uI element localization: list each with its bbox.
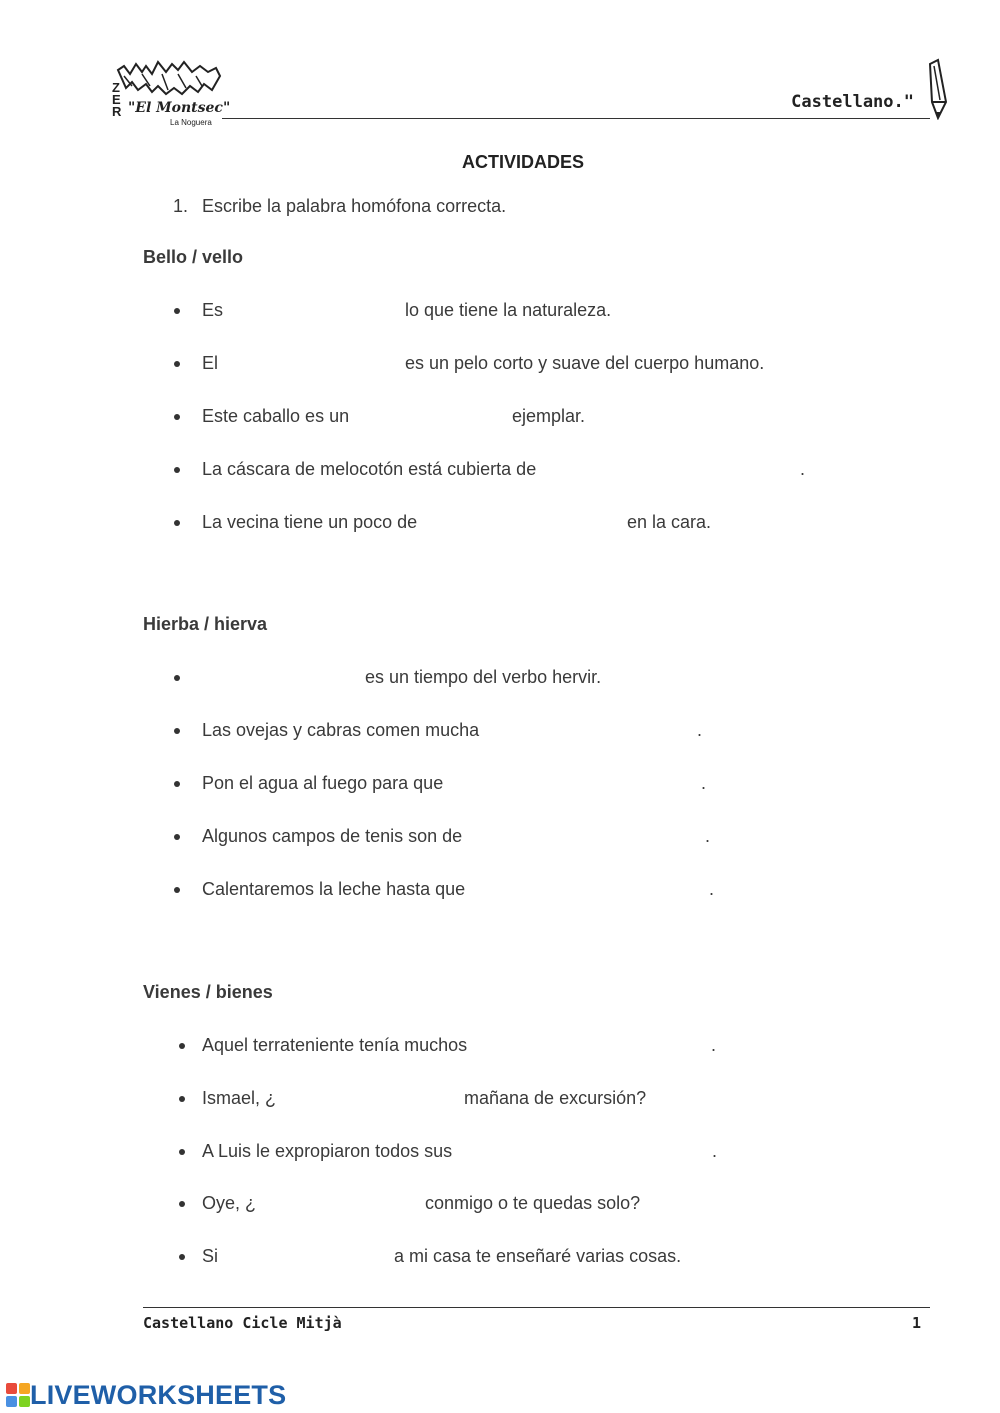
- list-item-continuation: .: [697, 720, 703, 740]
- bullet: [174, 361, 180, 367]
- bullet: [174, 887, 180, 893]
- section-heading-hierba-hierva: Hierba / hierva: [143, 614, 268, 634]
- section-heading-vienes-bienes: Vienes / bienes: [143, 982, 273, 1002]
- answer-blank[interactable]: [448, 508, 623, 538]
- page-title: ACTIVIDADES: [461, 152, 584, 172]
- list-item-continuation: conmigo o te quedas solo?: [425, 1193, 641, 1213]
- list-item-continuation: .: [800, 459, 806, 479]
- bullet: [174, 520, 180, 526]
- footer-course: Castellano Cicle Mitjà: [143, 1314, 342, 1332]
- list-item-continuation: .: [701, 773, 707, 793]
- list-item: Pon el agua al fuego para que: [202, 773, 444, 793]
- bullet: [179, 1254, 185, 1260]
- answer-blank[interactable]: [292, 1084, 457, 1114]
- instruction-number: 1.: [173, 196, 189, 216]
- bullet: [174, 308, 180, 314]
- list-item: Ismael, ¿: [202, 1088, 277, 1108]
- list-item: El: [202, 353, 219, 373]
- liveworksheets-icon: [6, 1383, 30, 1407]
- list-item: La cáscara de melocotón está cubierta de: [202, 459, 537, 479]
- logo-title-text: "El Montsec": [128, 100, 231, 116]
- logo-zer-text: ZER: [112, 80, 122, 119]
- list-item-continuation: en la cara.: [627, 512, 712, 532]
- answer-blank[interactable]: [372, 402, 507, 432]
- bullet: [174, 414, 180, 420]
- answer-blank[interactable]: [490, 1137, 705, 1167]
- answer-blank[interactable]: [500, 822, 700, 852]
- list-item-continuation: .: [711, 1035, 717, 1055]
- bullet: [179, 1201, 185, 1207]
- section-heading-bello-vello: Bello / vello: [143, 247, 244, 267]
- answer-blank[interactable]: [225, 1242, 388, 1272]
- list-item-continuation: ejemplar.: [512, 406, 586, 426]
- liveworksheets-logo[interactable]: [6, 1380, 286, 1410]
- logo-subtitle-text: La Noguera: [170, 118, 212, 127]
- bullet: [174, 834, 180, 840]
- answer-blank[interactable]: [582, 455, 797, 485]
- list-item: Algunos campos de tenis son de: [202, 826, 463, 846]
- bullet: [174, 675, 180, 681]
- instruction: [173, 196, 506, 217]
- list-item-continuation: es un pelo corto y suave del cuerpo humano.: [405, 353, 765, 373]
- bullet: [174, 781, 180, 787]
- footer-divider: [143, 1307, 930, 1308]
- answer-blank[interactable]: [478, 769, 698, 799]
- school-logo: [112, 60, 231, 128]
- answer-blank[interactable]: [225, 349, 400, 379]
- header-divider: [222, 118, 930, 119]
- bullet: [174, 728, 180, 734]
- answer-blank[interactable]: [266, 1189, 416, 1219]
- list-item: Calentaremos la leche hasta que: [202, 879, 466, 899]
- list-item: Oye, ¿: [202, 1193, 257, 1213]
- bullet: [179, 1043, 185, 1049]
- bullet: [174, 467, 180, 473]
- list-item: A Luis le expropiaron todos sus: [202, 1141, 453, 1161]
- answer-blank[interactable]: [230, 296, 400, 326]
- list-item-continuation: a mi casa te enseñaré varias cosas.: [394, 1246, 682, 1266]
- bullet: [179, 1149, 185, 1155]
- answer-blank[interactable]: [518, 716, 693, 746]
- list-item-continuation: .: [709, 879, 715, 899]
- bullet: [179, 1096, 185, 1102]
- list-item: Es: [202, 300, 224, 320]
- list-item-continuation: es un tiempo del verbo hervir.: [365, 667, 602, 687]
- answer-blank[interactable]: [200, 663, 360, 693]
- instruction-text: Escribe la palabra homófona correcta.: [202, 196, 507, 216]
- list-item-continuation: .: [712, 1141, 718, 1161]
- list-item: La vecina tiene un poco de: [202, 512, 418, 532]
- list-item-continuation: lo que tiene la naturaleza.: [405, 300, 612, 320]
- list-item: Si: [202, 1246, 219, 1266]
- list-item: Aquel terrateniente tenía muchos: [202, 1035, 468, 1055]
- pencil-icon: [924, 58, 950, 120]
- page-number: 1: [912, 1314, 922, 1332]
- answer-blank[interactable]: [503, 875, 703, 905]
- answer-blank[interactable]: [505, 1031, 705, 1061]
- header-subject: Castellano.": [791, 92, 914, 112]
- list-item: Las ovejas y cabras comen mucha: [202, 720, 480, 740]
- liveworksheets-text: LIVEWORKSHEETS: [30, 1379, 287, 1410]
- list-item: Este caballo es un: [202, 406, 350, 426]
- list-item-continuation: mañana de excursión?: [464, 1088, 647, 1108]
- list-item-continuation: .: [705, 826, 711, 846]
